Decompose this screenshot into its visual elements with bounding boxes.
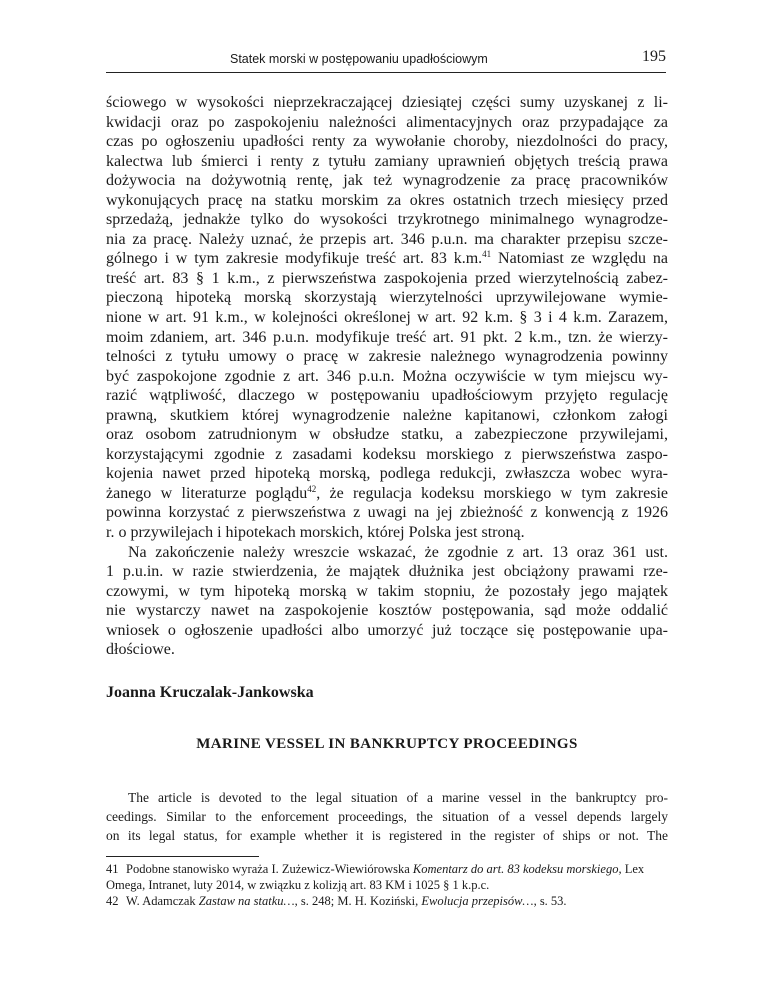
- text-line: korzystającymi zgodnie z zasadami kodeksu morskiego z pierwszeństwa zaspo-: [106, 445, 668, 463]
- footnote-text: Podobne stanowisko wyraża I. Zużewicz-Wiewiórowska: [126, 862, 413, 876]
- footnote-ref-41[interactable]: 41: [482, 249, 492, 260]
- footnote-42: [106, 893, 668, 909]
- text-line-with-footnote-41: [106, 249, 668, 269]
- footnote-text: W. Adamczak: [126, 894, 199, 908]
- text-line: treść art. 83 § 1 k.m., z pierwszeństwa zaspokojenia przed wierzytelnością zabez-: [106, 269, 668, 287]
- abstract: [106, 788, 668, 845]
- text-line: kalectwa lub śmierci i renty z tytułu zamiany uprawnień objętych treścią prawa: [106, 152, 668, 170]
- text-line-start: żanego w literaturze poglądu: [106, 484, 308, 502]
- text-line: nie wystarczy nawet na zaspokojenie kosztów postępowania, sąd może oddalić: [106, 602, 668, 620]
- text-line: nione w art. 91 k.m., w kolejności określonej w art. 92 k.m. § 3 i 4 k.m. Zarazem,: [106, 309, 668, 327]
- footnote-citation-title: Zastaw na statku…: [198, 894, 295, 908]
- text-line: Na zakończenie należy wreszcie wskazać, że zgodnie z art. 13 oraz 361 ust.: [128, 543, 668, 561]
- text-line: sprzedażą, jednakże tylko do wysokości trzykrotnego minimalnego wynagrodze-: [106, 211, 668, 229]
- text-line-with-footnote-42: [106, 484, 668, 504]
- text-line: kojenia nawet przed hipoteką morską, podlega redukcji, zwłaszcza wobec wyra-: [106, 465, 668, 483]
- text-line: moim zdaniem, art. 346 p.u.n. modyfikuje treść art. 91 pkt. 2 k.m., tzn. że wierzy-: [106, 328, 668, 346]
- text-line: oraz osobom zatrudnionym w obsłudze statku, a zabezpieczone przywilejami,: [106, 426, 668, 444]
- text-line: wniosek o ogłoszenie upadłości albo umorzyć już toczące się postępowanie upa-: [106, 621, 668, 639]
- abstract-line: ceedings. Similar to the enforcement proceedings, the situation of a vessel depends largely: [106, 809, 668, 824]
- footnote-continuation: Omega, Intranet, luty 2014, w związku z kolizją art. 83 KM i 1025 § 1 k.p.c.: [106, 878, 490, 892]
- text-line: nia za pracę. Należy uznać, że przepis art. 346 p.u.n. ma charakter przepisu szcze-: [106, 230, 668, 248]
- text-line: powinna korzystać z pierwszeństwa z uwagi na jej zbieżność z konwencją z 1926: [106, 504, 668, 522]
- text-line-end: Natomiast ze względu na: [491, 250, 668, 268]
- text-line-start: gólnego i w tym zakresie modyfikuje treść art. 83 k.m.: [106, 250, 483, 268]
- text-line: dożywocia na dożywotnią rentę, jak też wynagrodzenie za pracę pracowników: [106, 172, 668, 190]
- abstract-line: on its legal status, for example whether it is registered in the register of ships or not. The: [106, 828, 668, 843]
- footnote-text: , s. 53.: [533, 894, 567, 908]
- footnote-citation-title: Komentarz do art. 83 kodeksu morskiego,: [412, 862, 622, 876]
- text-line: czowymi, w tym hipoteką morską w takim stopniu, że pozostały jego majątek: [106, 582, 668, 600]
- text-line: wykonujących pracę na statku morskim za okres ostatnich trzech miesięcy przed: [106, 191, 668, 209]
- footnotes: [106, 861, 668, 909]
- text-line: dłościowe.: [106, 641, 175, 659]
- text-line: r. o przywilejach i hipotekach morskich, której Polska jest stroną.: [106, 524, 525, 542]
- body-text: [106, 93, 668, 660]
- text-line: czas po ogłoszeniu upadłości renty za wywołanie choroby, niezdolności do pracy,: [106, 133, 668, 151]
- text-line: 1 p.u.in. w razie stwierdzenia, że majątek dłużnika jest obciążony prawami rze-: [106, 563, 668, 581]
- text-line: prawną, skutkiem której wynagrodzenie należne kapitanowi, członkom załogi: [106, 406, 668, 424]
- footnote-number: 41: [106, 862, 119, 876]
- text-line: razić wątpliwość, dlaczego w postępowaniu upadłościowym przyjęto regulację: [106, 387, 668, 405]
- footnote-citation-title: Ewolucja przepisów…: [421, 894, 534, 908]
- text-line: telności z tytułu umowy o pracę w zakresie należnego wynagrodzenia powinny: [106, 348, 668, 366]
- text-line: kwidacji oraz po zaspokojeniu należności alimentacyjnych oraz przypadające za: [106, 113, 668, 131]
- abstract-line: The article is devoted to the legal situation of a marine vessel in the bankruptcy pro-: [128, 790, 668, 805]
- text-line: być zaspokojone zgodnie z art. 346 p.u.n. Można oczywiście w tym miejscu wy-: [106, 367, 668, 385]
- english-title: MARINE VESSEL IN BANKRUPTCY PROCEEDINGS: [196, 736, 578, 752]
- running-title: Statek morski w postępowaniu upadłościowym: [230, 52, 488, 66]
- running-header: [106, 46, 666, 73]
- footnote-text: Lex: [621, 862, 645, 876]
- text-line: pieczoną hipoteką morską skorzystają wierzytelności uprzywilejowane wymie-: [106, 289, 668, 307]
- footnote-text: , s. 248; M. H. Koziński,: [294, 894, 422, 908]
- footnote-41: [106, 861, 668, 893]
- footnote-number: 42: [106, 894, 119, 908]
- footnote-separator: [106, 856, 259, 857]
- page-number: 195: [642, 48, 666, 65]
- footnote-ref-42[interactable]: 42: [307, 483, 317, 494]
- text-line-end: , że regulacja kodeksu morskiego w tym zakresie: [316, 484, 669, 502]
- author-name: Joanna Kruczalak-Jankowska: [106, 684, 314, 701]
- text-line: ściowego w wysokości nieprzekraczającej dziesiątej części sumy uzyskanej z li-: [106, 94, 668, 111]
